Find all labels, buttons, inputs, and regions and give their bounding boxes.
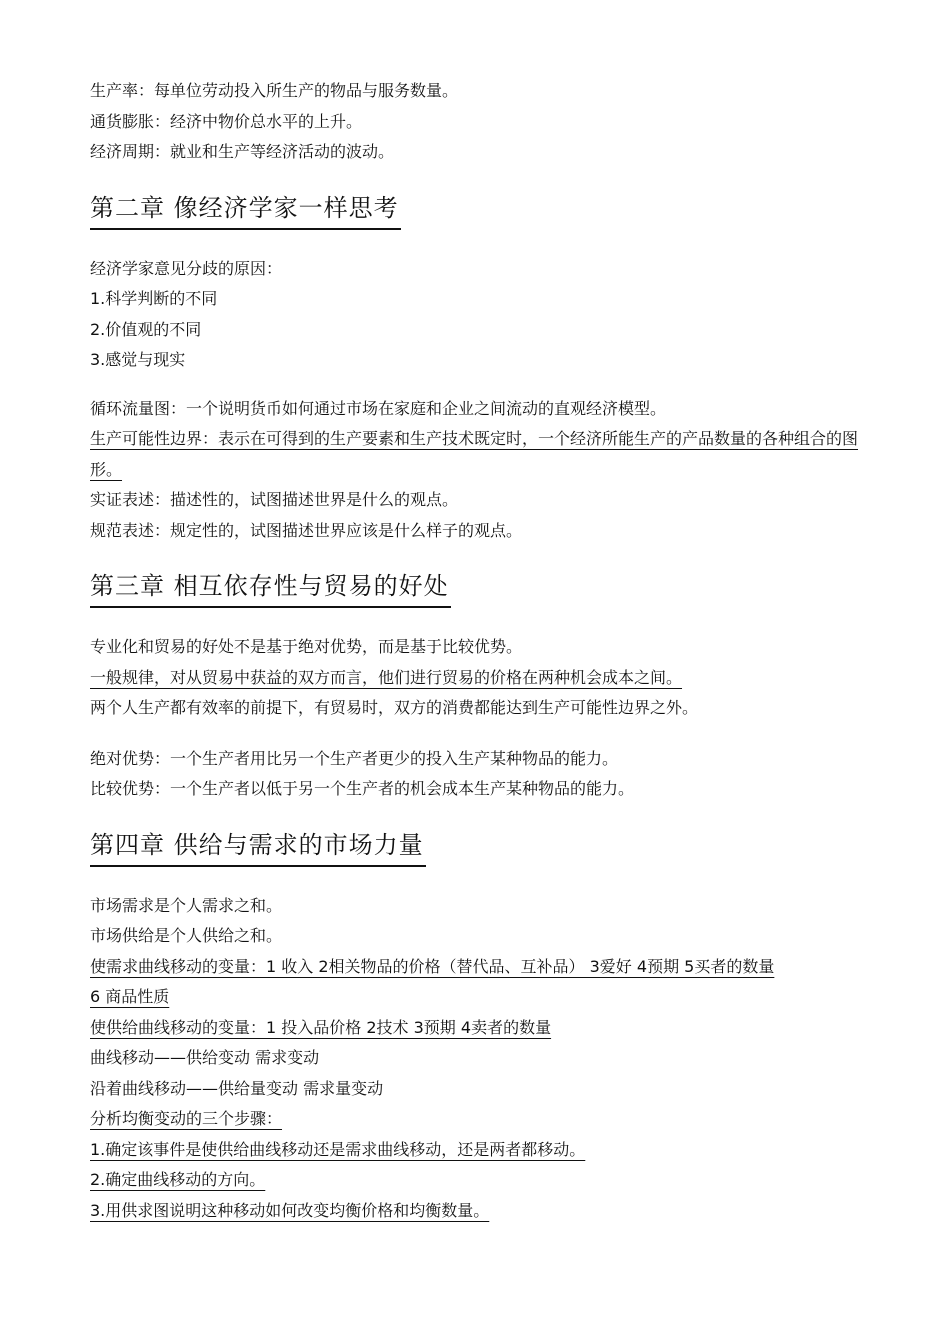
definition-productivity: 生产率：每单位劳动投入所生产的物品与服务数量。 <box>90 81 459 100</box>
market-demand-line: 市场需求是个人需求之和。 <box>90 895 283 915</box>
demand-shifters-text: 使需求曲线移动的变量：1 收入 2相关物品的价格（替代品、互补品） 3爱好 4预期 5买者的数量 <box>90 956 775 976</box>
equilibrium-steps-heading-text: 分析均衡变动的三个步骤： <box>90 1109 283 1128</box>
trade-general-rule-text: 一般规律，对从贸易中获益的双方而言，他们进行贸易的价格在两种机会成本之间。 <box>90 667 683 687</box>
equilibrium-step-2-text: 2.确定曲线移动的方向。 <box>90 1170 266 1189</box>
definition-comparative-advantage: 比较优势：一个生产者以低于另一个生产者的机会成本生产某种物品的能力。 <box>90 779 635 798</box>
demand-shifters <box>90 952 860 983</box>
definition-positive-statement: 实证表述：描述性的，试图描述世界是什么的观点。 <box>90 490 459 509</box>
reason-item-3: 3.感觉与现实 <box>90 350 186 369</box>
chapter-4-heading-block <box>90 829 860 867</box>
chapter-2-heading-block <box>90 192 860 230</box>
equilibrium-steps-heading <box>90 1104 860 1135</box>
definition-ppf-text: 生产可能性边界：表示在可得到的生产要素和生产技术既定时，一个经济所能生产的产品数量的各种组合的图形。 <box>90 429 859 479</box>
definition-normative-statement: 规范表述：规定性的，试图描述世界应该是什么样子的观点。 <box>90 520 523 540</box>
chapter-3-title: 第三章 相互依存性与贸易的好处 <box>90 570 451 608</box>
demand-shifters-continued <box>90 982 860 1013</box>
equilibrium-step-1 <box>90 1135 860 1166</box>
disagreement-reasons-heading: 经济学家意见分歧的原因： <box>90 258 283 278</box>
demand-shifters-continued-text: 6 商品性质 <box>90 987 170 1006</box>
trade-efficiency-line: 两个人生产都有效率的前提下，有贸易时，双方的消费都能达到生产可能性边界之外。 <box>90 698 699 717</box>
equilibrium-step-3 <box>90 1196 860 1227</box>
equilibrium-step-3-text: 3.用供求图说明这种移动如何改变均衡价格和均衡数量。 <box>90 1200 490 1220</box>
definition-business-cycle: 经济周期：就业和生产等经济活动的波动。 <box>90 142 395 161</box>
chapter-3-heading-block <box>90 570 860 608</box>
definition-absolute-advantage: 绝对优势：一个生产者用比另一个生产者更少的投入生产某种物品的能力。 <box>90 748 619 768</box>
reason-item-2: 2.价值观的不同 <box>90 319 202 339</box>
definition-ppf <box>90 424 860 485</box>
chapter-4-title: 第四章 供给与需求的市场力量 <box>90 829 426 867</box>
chapter-2-title: 第二章 像经济学家一样思考 <box>90 192 401 230</box>
movement-along-curve-line: 沿着曲线移动——供给量变动 需求量变动 <box>90 1078 384 1098</box>
document-page <box>90 76 860 1226</box>
definition-circular-flow: 循环流量图：一个说明货币如何通过市场在家庭和企业之间流动的直观经济模型。 <box>90 398 667 418</box>
market-supply-line: 市场供给是个人供给之和。 <box>90 926 283 945</box>
definition-inflation: 通货膨胀：经济中物价总水平的上升。 <box>90 111 363 131</box>
trade-benefit-line: 专业化和贸易的好处不是基于绝对优势，而是基于比较优势。 <box>90 637 523 656</box>
trade-general-rule <box>90 663 860 694</box>
equilibrium-step-1-text: 1.确定该事件是使供给曲线移动还是需求曲线移动，还是两者都移动。 <box>90 1139 586 1159</box>
equilibrium-step-2 <box>90 1165 860 1196</box>
supply-shifters <box>90 1013 860 1044</box>
supply-shifters-text: 使供给曲线移动的变量：1 投入品价格 2技术 3预期 4卖者的数量 <box>90 1017 552 1037</box>
reason-item-1: 1.科学判断的不同 <box>90 289 218 308</box>
curve-shift-line: 曲线移动——供给变动 需求变动 <box>90 1048 320 1067</box>
